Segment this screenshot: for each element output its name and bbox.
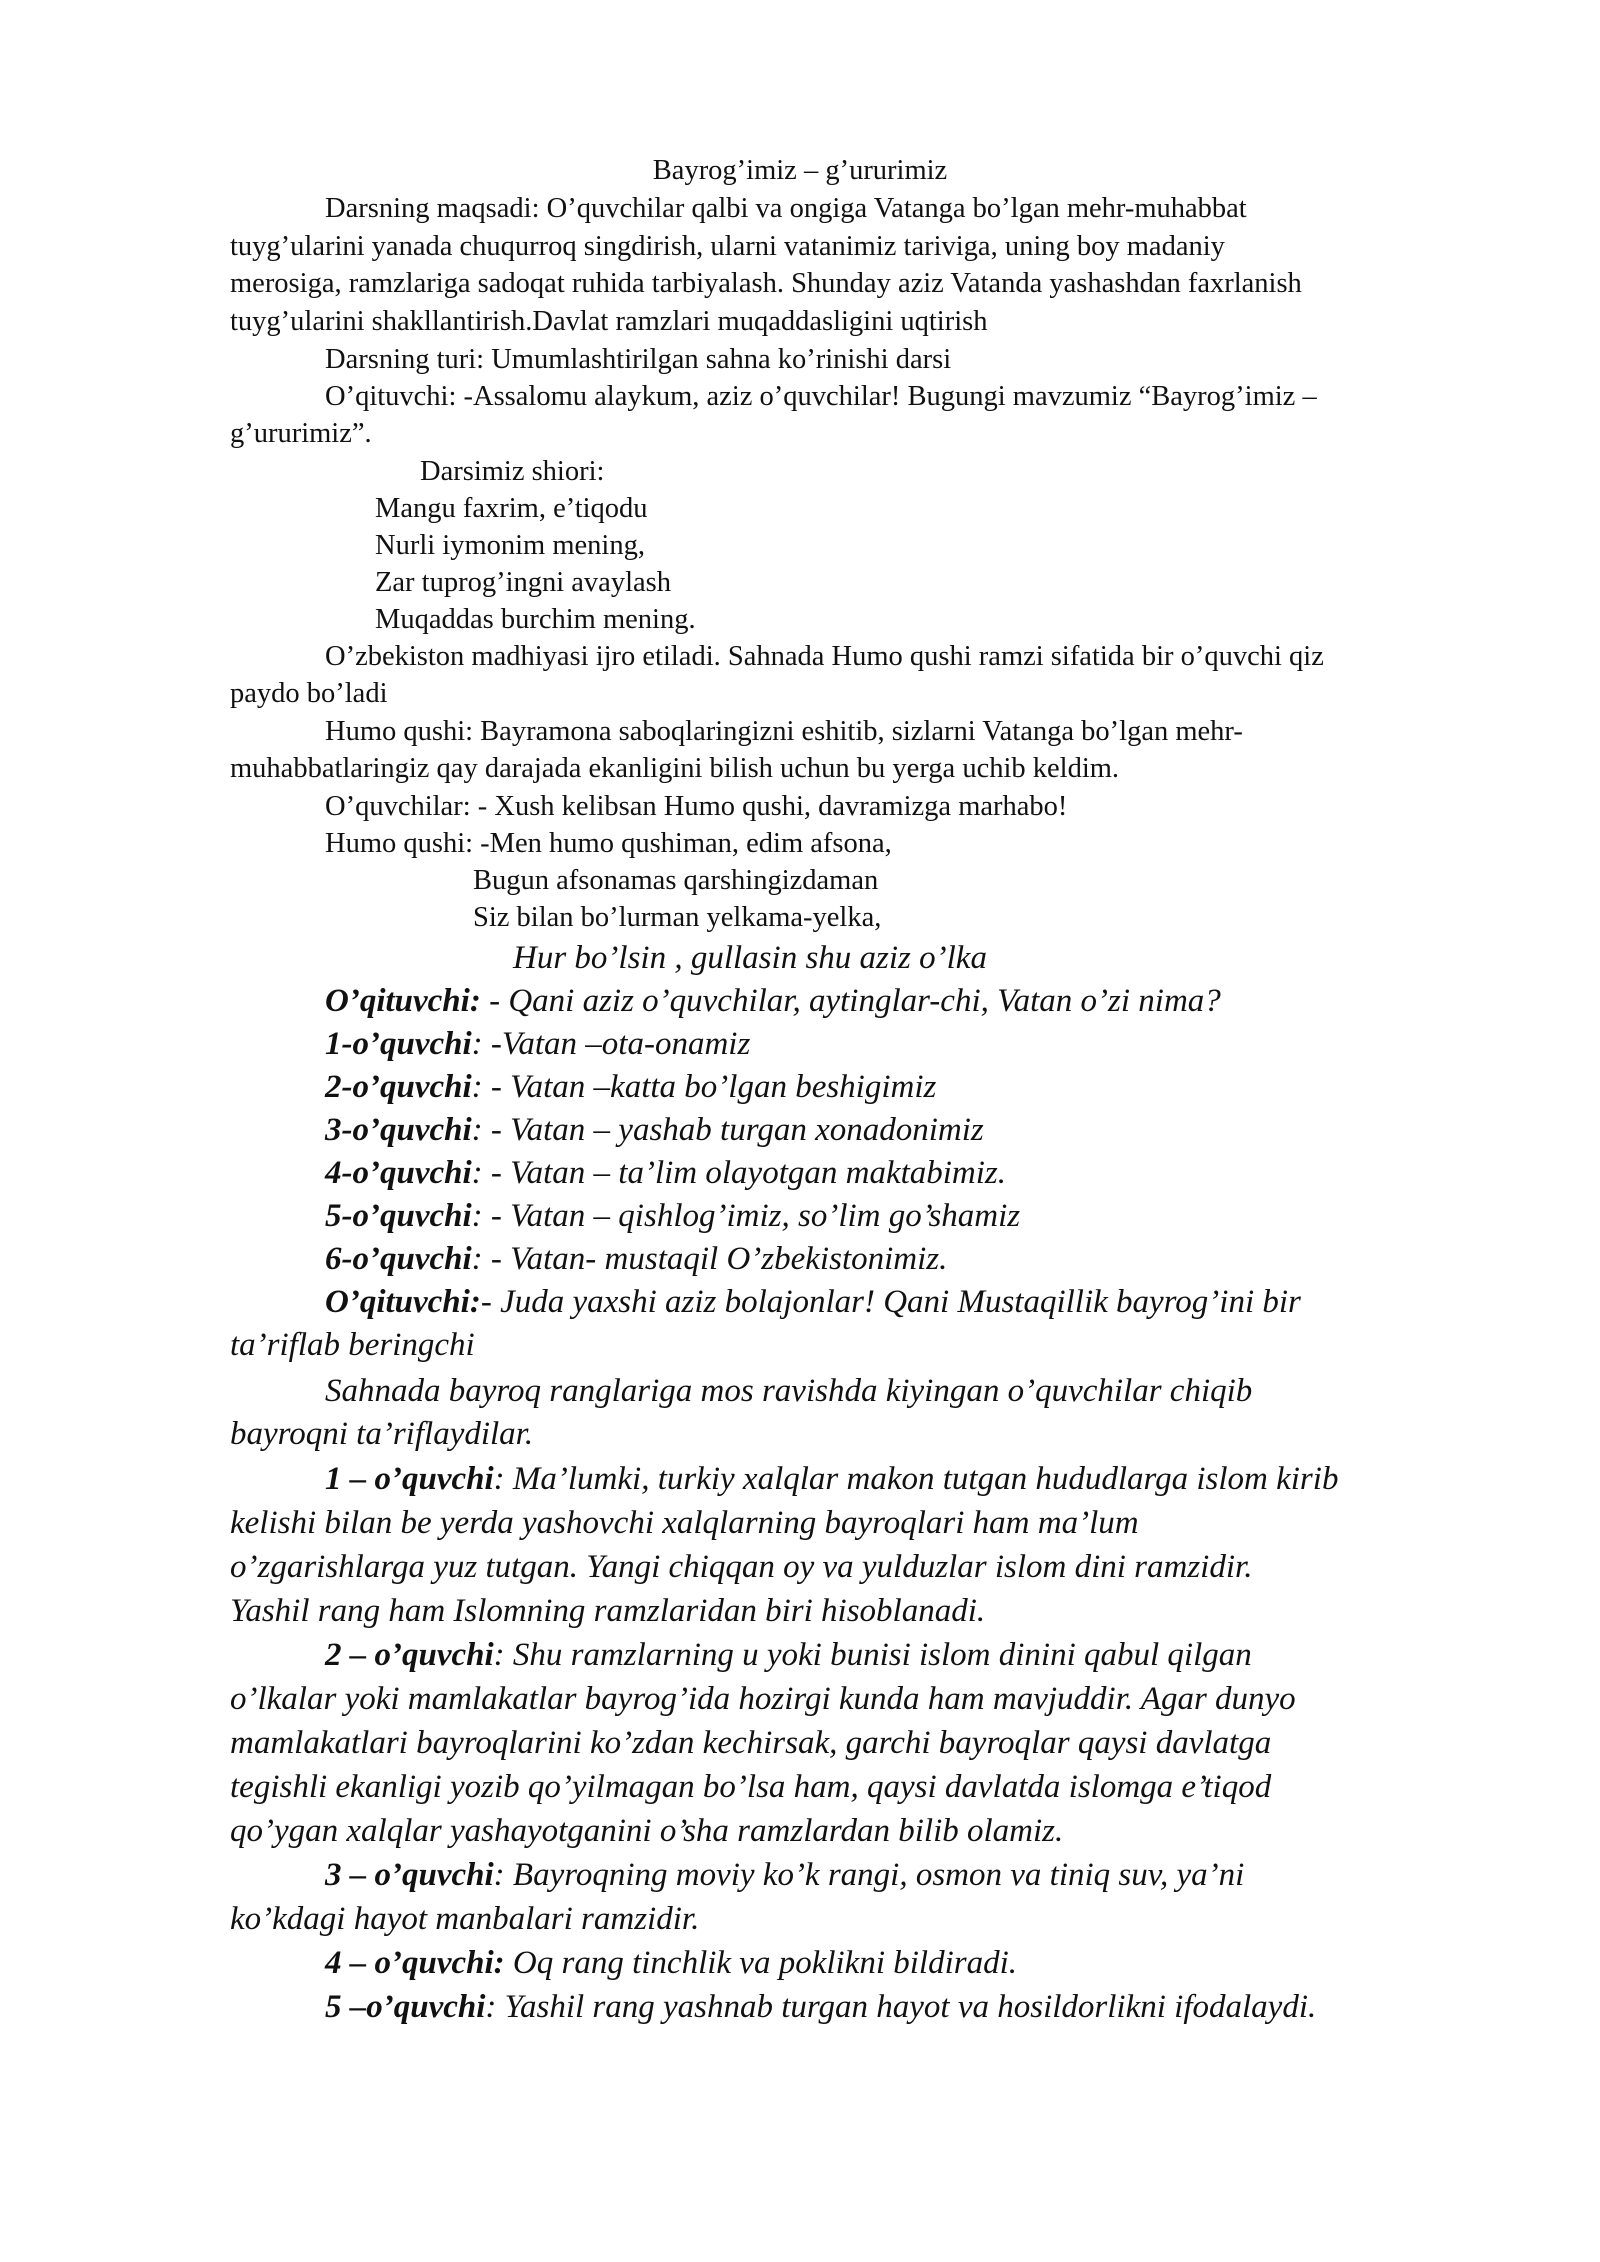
text-line: paydo bo’ladi	[230, 678, 388, 709]
speech-text: : Bayroqning moviy ko’k rangi, osmon va tiniq suv, ya’ni	[493, 1857, 1245, 1893]
speaker-label: 3 – o’quvchi	[325, 1857, 494, 1893]
poem-line: Zar tuprog’ingni avaylash	[375, 567, 671, 598]
text-line: Sahnada bayroq ranglariga mos ravishda kiyingan o’quvchilar chiqib	[325, 1373, 1253, 1409]
dialogue-line	[325, 980, 1221, 1023]
speech-text: : - Vatan –katta bo’lgan beshigimiz	[471, 1069, 937, 1105]
text-line: tuyg’ularini yanada chuqurroq singdirish, ularni vatanimiz tariviga, uning boy madaniy	[230, 231, 1225, 262]
text-line: o’zgarishlarga yuz tutgan. Yangi chiqqan oy va yulduzlar islom dini ramzidir.	[230, 1549, 1253, 1585]
text-line: o’lkalar yoki mamlakatlar bayrog’ida hozirgi kunda ham mavjuddir. Agar dunyo	[230, 1681, 1296, 1717]
speech-text: Oq rang tinchlik va poklikni bildiradi.	[504, 1945, 1018, 1981]
dialogue-line	[325, 1109, 984, 1152]
poem-line: Siz bilan bo’lurman yelkama-yelka,	[473, 902, 882, 933]
speech-line	[325, 1986, 1316, 2029]
speaker-label: 1-o’quvchi	[325, 1026, 472, 1062]
text-line: Humo qushi: Bayramona saboqlaringizni eshitib, sizlarni Vatanga bo’lgan mehr-	[325, 716, 1243, 747]
motto-heading: Darsimiz shiori:	[420, 456, 605, 487]
speaker-label: 2 – o’quvchi	[325, 1637, 494, 1673]
dialogue-line	[325, 1195, 1020, 1238]
speaker-label: 4-o’quvchi	[325, 1155, 472, 1191]
speaker-label: 3-o’quvchi	[325, 1112, 472, 1148]
poem-line: Mangu faxrim, e’tiqodu	[375, 493, 648, 524]
poem-line: Hur bo’lsin , gullasin shu aziz o’lka	[513, 940, 987, 976]
speech-text: : Shu ramzlarning u yoki bunisi islom dinini qabul qilgan	[493, 1637, 1252, 1673]
text-line: qo’ygan xalqlar yashayotganini o’sha ramzlardan bilib olamiz.	[230, 1813, 1064, 1849]
speech-line	[325, 1854, 1244, 1897]
speaker-label: 6-o’quvchi	[325, 1241, 472, 1277]
text-line: Yashil rang ham Islomning ramzlaridan biri hisoblanadi.	[230, 1593, 986, 1629]
text-line: Humo qushi: -Men humo qushiman, edim afsona,	[325, 828, 892, 859]
speech-text: - Juda yaxshi aziz bolajonlar! Qani Mustaqillik bayrog’ini bir	[480, 1284, 1301, 1320]
text-line: merosiga, ramzlariga sadoqat ruhida tarbiyalash. Shunday aziz Vatanda yashashdan faxrlanish	[230, 268, 1302, 299]
speech-line	[325, 1634, 1252, 1677]
poem-line: Bugun afsonamas qarshingizdaman	[473, 865, 879, 896]
text-line: tegishli ekanligi yozib qo’yilmagan bo’lsa ham, qaysi davlatda islomga e’tiqod	[230, 1769, 1272, 1805]
speech-text: : - Vatan – ta’lim olayotgan maktabimiz.	[471, 1155, 1007, 1191]
speech-text: - Qani aziz o’quvchilar, aytinglar-chi, Vatan o’zi nima?	[480, 983, 1221, 1019]
speech-line	[325, 1458, 1338, 1501]
text-line: Darsning maqsadi: O’quvchilar qalbi va ongiga Vatanga bo’lgan mehr-muhabbat	[325, 193, 1247, 224]
speaker-label: 4 – o’quvchi:	[325, 1945, 505, 1981]
document-title: Bayrog’imiz – g’ururimiz	[652, 155, 948, 186]
speaker-label: O’qituvchi:	[325, 1284, 481, 1320]
speaker-label: 2-o’quvchi	[325, 1069, 472, 1105]
text-line: ta’riflab beringchi	[230, 1327, 475, 1363]
text-line: ko’kdagi hayot manbalari ramzidir.	[230, 1901, 700, 1937]
speech-text: : Ma’lumki, turkiy xalqlar makon tutgan hududlarga islom kirib	[493, 1461, 1339, 1497]
speech-text: : Yashil rang yashnab turgan hayot va hosildorlikni ifodalaydi.	[485, 1989, 1317, 2025]
speech-text: : - Vatan – yashab turgan xonadonimiz	[471, 1112, 984, 1148]
text-line: mamlakatlari bayroqlarini ko’zdan kechirsak, garchi bayroqlar qaysi davlatga	[230, 1725, 1272, 1761]
speaker-label: 5 –o’quvchi	[325, 1989, 486, 2025]
speech-text: : - Vatan- mustaqil O’zbekistonimiz.	[471, 1241, 948, 1277]
dialogue-line	[325, 1281, 1301, 1324]
text-line: bayroqni ta’riflaydilar.	[230, 1416, 534, 1452]
dialogue-line	[325, 1023, 750, 1066]
speech-text: : -Vatan –ota-onamiz	[471, 1026, 751, 1062]
text-line: kelishi bilan be yerda yashovchi xalqlarning bayroqlari ham ma’lum	[230, 1505, 1139, 1541]
speaker-label: 1 – o’quvchi	[325, 1461, 494, 1497]
text-line: tuyg’ularini shakllantirish.Davlat ramzlari muqaddasligini uqtirish	[230, 306, 988, 337]
speaker-label: O’qituvchi:	[325, 983, 481, 1019]
poem-line: Muqaddas burchim mening.	[375, 604, 696, 635]
speech-text: : - Vatan – qishlog’imiz, so’lim go’shamiz	[471, 1198, 1021, 1234]
speech-line	[325, 1942, 1017, 1985]
text-line: O’quvchilar: - Xush kelibsan Humo qushi, davramizga marhabo!	[325, 791, 1068, 822]
text-line: g’ururimiz”.	[230, 418, 372, 449]
text-line: O’qituvchi: -Assalomu alaykum, aziz o’quvchilar! Bugungi mavzumiz “Bayrog’imiz –	[325, 381, 1317, 412]
text-line: Darsning turi: Umumlashtirilgan sahna ko’rinishi darsi	[325, 344, 952, 375]
text-line: muhabbatlaringiz qay darajada ekanligini bilish uchun bu yerga uchib keldim.	[230, 753, 1120, 784]
speaker-label: 5-o’quvchi	[325, 1198, 472, 1234]
text-line: O’zbekiston madhiyasi ijro etiladi. Sahnada Humo qushi ramzi sifatida bir o’quvchi qiz	[325, 641, 1324, 672]
dialogue-line	[325, 1152, 1006, 1195]
dialogue-line	[325, 1066, 936, 1109]
dialogue-line	[325, 1238, 947, 1281]
poem-line: Nurli iymonim mening,	[375, 530, 645, 561]
